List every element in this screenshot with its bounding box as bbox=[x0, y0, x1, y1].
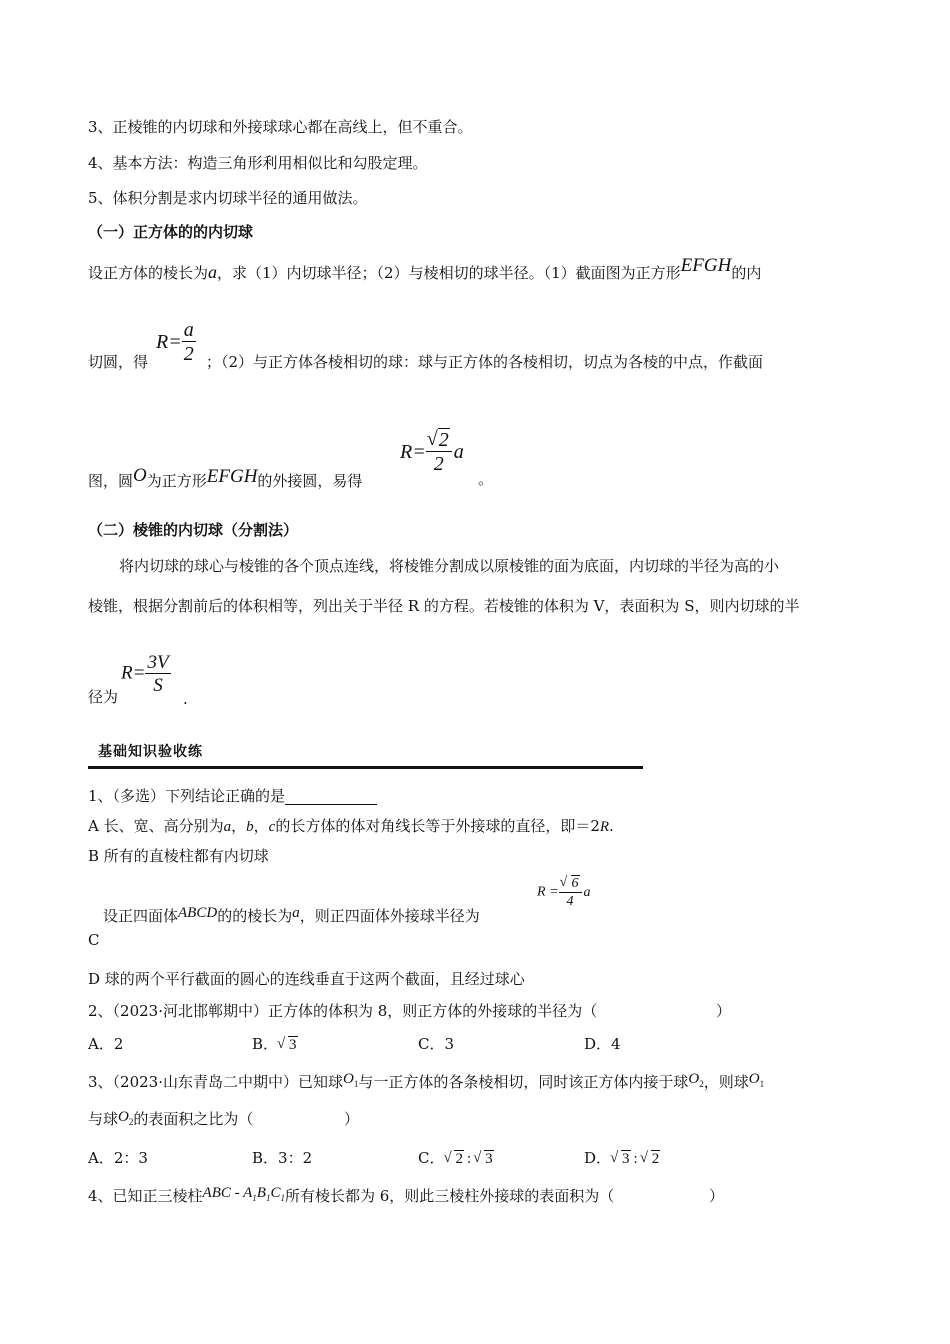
section2-para-line1: 将内切球的球心与棱锥的各个顶点连线，将棱锥分割成以原棱锥的面为底面，内切球的半径为高的小 bbox=[119, 557, 780, 575]
q2-close: ） bbox=[716, 1002, 732, 1020]
period-2: . bbox=[183, 690, 188, 708]
q4-stem: 4、已知正三棱柱ABC - $A_1B_1C_1$所有棱长都为 6，则此三棱柱外接球的表面积为（ bbox=[88, 1185, 615, 1205]
formula-volume-split: R= $\frac{3V}{S}$ bbox=[121, 652, 169, 696]
formula-inradius: R= $\frac{a}{2}$ bbox=[156, 319, 194, 365]
q2-option-d: D．4 bbox=[584, 1035, 621, 1053]
q1-option-c-letter: C bbox=[88, 931, 100, 949]
var-a: a bbox=[208, 262, 218, 282]
note-3: 3、正棱锥的内切球和外接球球心都在高线上，但不重合。 bbox=[88, 118, 473, 136]
q1-option-d: D 球的两个平行截面的圆心的连线垂直于这两个截面，且经过球心 bbox=[88, 970, 525, 988]
q3-stem-line2: 与球$O_2$的表面积之比为（ bbox=[88, 1109, 254, 1128]
section-title-cube: （一）正方体的的内切球 bbox=[88, 223, 254, 241]
q3-option-c: C．√ 2 :√ 3 bbox=[418, 1149, 494, 1168]
q2-stem: 2、（2023·河北邯郸期中）正方体的体积为 8，则正方体的外接球的半径为（ bbox=[88, 1002, 598, 1020]
section1-para-line3: 图，圆O为正方形EFGH的外接圆，易得 bbox=[88, 465, 363, 490]
section-title-pyramid: （二）棱锥的内切球（分割法） bbox=[88, 521, 299, 539]
section2-para-line2: 棱锥，根据分割前后的体积相等，列出关于半径 R 的方程。若棱锥的体积为 V，表面积为 S，则内切球的半 bbox=[88, 597, 800, 615]
q1-option-c-text: 设正四面体ABCD的的棱长为a，则正四面体外接球半径为 bbox=[103, 905, 480, 925]
q2-option-a: A．2 bbox=[88, 1035, 124, 1053]
practice-banner: 基础知识验收练 bbox=[98, 744, 203, 760]
period: 。 bbox=[478, 470, 494, 488]
q3-option-d: D．√ 3 :√ 2 bbox=[584, 1149, 660, 1168]
formula-tetra-radius: R = √ $\frac{6}{4}$ a bbox=[537, 877, 591, 909]
banner-divider bbox=[88, 766, 643, 769]
q3-close: ） bbox=[344, 1110, 360, 1128]
section1-para-line2-end: ；（2）与正方体各棱相切的球：球与正方体的各棱相切，切点为各棱的中点，作截面 bbox=[206, 353, 764, 371]
q3-option-a: A．2：3 bbox=[88, 1149, 148, 1167]
section1-para-line2-start: 切圆，得 bbox=[88, 353, 149, 371]
formula-midsphere: R= √ $\frac{2}{2}$ a bbox=[400, 430, 464, 474]
q1-option-a: A 长、宽、高分别为a，b，c的长方体的体对角线长等于外接球的直径，即＝2R. bbox=[88, 817, 614, 835]
q2-option-c: C．3 bbox=[418, 1035, 455, 1053]
note-4: 4、基本方法：构造三角形利用相似比和勾股定理。 bbox=[88, 154, 428, 172]
section2-para-line3: 径为 bbox=[88, 688, 119, 706]
q3-option-b: B．3：2 bbox=[252, 1149, 313, 1167]
section1-para-line1: 设正方体的棱长为a，求（1）内切球半径；（2）与棱相切的球半径。（1）截面图为正方形EFGH的内 bbox=[88, 255, 762, 282]
circle-o: O bbox=[133, 465, 147, 486]
square-efgh-2: EFGH bbox=[206, 466, 258, 487]
q3-stem-line1: 3、（2023·山东青岛二中期中）已知球$O_1$与一正方体的各条棱相切，同时该正方体内接于球$O_2$，则球$O_1$ bbox=[88, 1071, 765, 1091]
square-efgh: EFGH bbox=[680, 255, 732, 276]
q4-close: ） bbox=[709, 1187, 725, 1205]
q2-option-b: B．√ 3 bbox=[252, 1035, 298, 1054]
q1-option-b: B 所有的直棱柱都有内切球 bbox=[88, 847, 269, 865]
q1-stem: 1、（多选）下列结论正确的是 bbox=[88, 787, 377, 805]
note-5: 5、体积分割是求内切球半径的通用做法。 bbox=[88, 189, 368, 207]
answer-blank[interactable] bbox=[285, 789, 377, 805]
